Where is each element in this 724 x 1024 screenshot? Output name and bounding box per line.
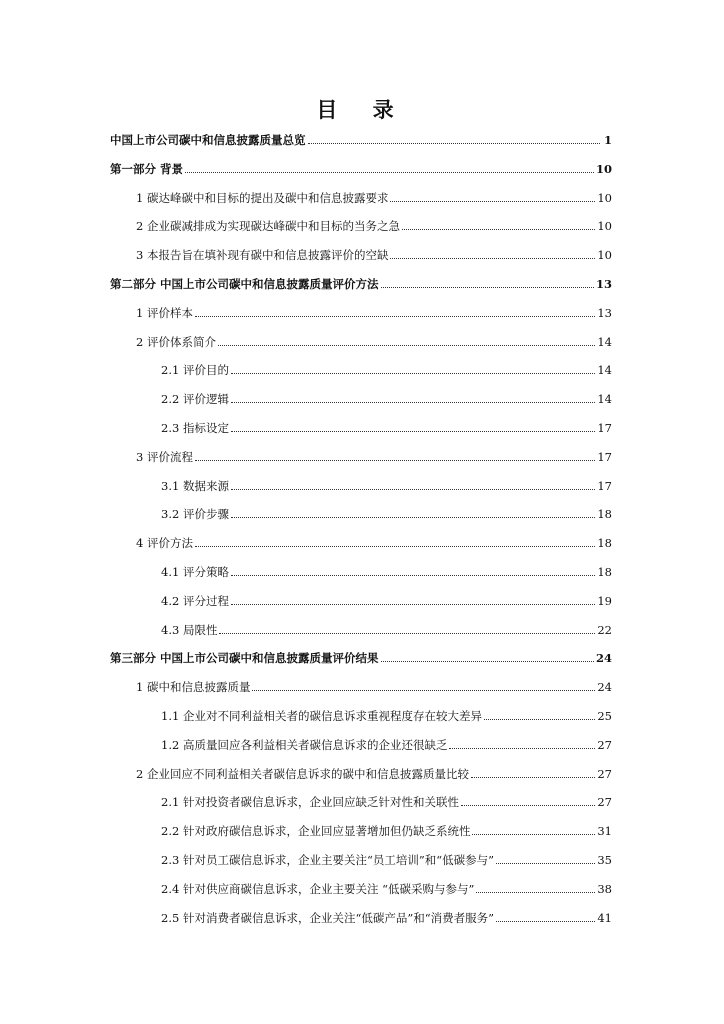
toc-entry-page-number: 24 [595, 651, 612, 666]
toc-entry[interactable] [110, 645, 612, 665]
toc-entry-page-number: 38 [597, 881, 612, 896]
toc-entry-label: 4.3 局限性 [161, 622, 218, 637]
toc-entry-label: 第一部分 背景 [110, 161, 184, 176]
dot-leader [195, 459, 595, 461]
toc-entry[interactable] [136, 530, 612, 550]
dot-leader [219, 632, 595, 634]
toc-entry[interactable] [161, 473, 612, 493]
toc-entry[interactable] [136, 242, 612, 262]
toc-entry-page-number: 22 [597, 622, 612, 637]
toc-entry-page-number: 27 [597, 795, 612, 810]
toc-entry[interactable] [161, 818, 612, 838]
toc-entry-label: 4 评价方法 [136, 536, 193, 551]
toc-entry-label: 2.1 针对投资者碳信息诉求，企业回应缺乏针对性和关联性 [161, 795, 459, 810]
toc-entry-page-number: 25 [597, 709, 612, 723]
toc-entry-page-number: 27 [597, 737, 612, 752]
toc-entry-label: 1.1 企业对不同利益相关者的碳信息诉求重视程度存在较大差异 [161, 709, 482, 723]
toc-entry-label: 2 企业回应不同利益相关者碳信息诉求的碳中和信息披露质量比较 [136, 766, 469, 781]
toc-entry[interactable] [161, 386, 612, 406]
toc-entry-label: 2.3 指标设定 [161, 421, 229, 435]
dot-leader [402, 228, 595, 230]
toc-entry-label: 2 评价体系简介 [136, 334, 216, 349]
dot-leader [381, 286, 594, 288]
toc-entry-page-number: 10 [597, 190, 612, 205]
dot-leader [449, 747, 595, 749]
toc-entry-label: 2 企业碳减排成为实现碳达峰碳中和目标的当务之急 [136, 219, 400, 234]
toc-entry[interactable] [161, 588, 612, 608]
toc-entry[interactable] [136, 329, 612, 349]
toc-entry-page-number: 17 [597, 449, 612, 464]
dot-leader [496, 920, 595, 922]
toc-entry[interactable] [161, 559, 612, 579]
dot-leader [381, 660, 594, 662]
dot-leader [195, 315, 595, 317]
toc-entry-page-number: 10 [595, 161, 612, 176]
dot-leader [231, 430, 595, 432]
toc-entry-page-number: 35 [597, 853, 612, 867]
toc-entry-page-number: 13 [597, 305, 612, 320]
toc-entry-label: 3 评价流程 [136, 449, 193, 464]
toc-entry[interactable] [161, 415, 612, 435]
dot-leader [461, 804, 595, 806]
toc-entry[interactable] [161, 876, 612, 896]
toc-entry-label: 3.2 评价步骤 [161, 507, 229, 522]
toc-entry-label: 2.2 针对政府碳信息诉求，企业回应显著增加但仍缺乏系统性 [161, 824, 471, 839]
dot-leader [308, 142, 601, 144]
toc-entry-label: 4.1 评分策略 [161, 565, 229, 579]
toc-entry[interactable] [136, 185, 612, 205]
toc-entry-page-number: 18 [597, 565, 612, 579]
toc-entry-page-number: 27 [597, 766, 612, 781]
toc-entry-page-number: 18 [597, 507, 612, 522]
toc-entry[interactable] [161, 905, 612, 925]
toc-entry-label: 1.2 高质量回应各利益相关者碳信息诉求的企业还很缺乏 [161, 737, 448, 752]
toc-entry-page-number: 10 [597, 219, 612, 234]
dot-leader [390, 257, 595, 259]
dot-leader [231, 488, 595, 490]
toc-entry-label: 第三部分 中国上市公司碳中和信息披露质量评价结果 [110, 651, 379, 666]
toc-entry-label: 第二部分 中国上市公司碳中和信息披露质量评价方法 [110, 277, 379, 291]
toc-entry-label: 2.5 针对消费者碳信息诉求，企业关注“低碳产品”和“消费者服务” [161, 910, 494, 925]
dot-leader [476, 891, 595, 893]
toc-entry-page-number: 10 [597, 248, 612, 263]
toc-entry-page-number: 13 [595, 277, 612, 291]
toc-entry-label: 1 评价样本 [136, 305, 193, 320]
dot-leader [484, 718, 595, 720]
toc-entry-page-number: 14 [597, 334, 612, 349]
dot-leader [195, 545, 595, 547]
toc-entry-label: 3.1 数据来源 [161, 478, 229, 493]
toc-entry-label: 2.1 评价目的 [161, 363, 229, 378]
toc-entry-page-number: 14 [597, 363, 612, 378]
toc-entry-page-number: 18 [597, 536, 612, 551]
toc-entry-page-number: 14 [597, 392, 612, 407]
dot-leader [231, 516, 595, 518]
toc-entry-label: 2.4 针对供应商碳信息诉求，企业主要关注 “低碳采购与参与” [161, 881, 475, 896]
toc-entry-label: 1 碳中和信息披露质量 [136, 680, 251, 695]
toc-entry-page-number: 17 [597, 421, 612, 435]
dot-leader [231, 574, 595, 576]
toc-entry[interactable] [161, 789, 612, 809]
dot-leader [231, 603, 595, 605]
dot-leader [218, 344, 595, 346]
toc-entry-label: 4.2 评分过程 [161, 593, 229, 608]
toc-entry-label: 2.3 针对员工碳信息诉求，企业主要关注“员工培训”和“低碳参与” [161, 853, 494, 867]
dot-leader [471, 776, 595, 778]
toc-entry[interactable] [136, 674, 612, 694]
dot-leader [231, 372, 595, 374]
toc-entry-page-number: 41 [597, 910, 612, 925]
toc-entry[interactable] [161, 617, 612, 637]
toc-entry[interactable] [161, 732, 612, 752]
dot-leader [231, 401, 595, 403]
toc-entry-page-number: 19 [597, 593, 612, 608]
toc-entry[interactable] [136, 300, 612, 320]
toc-entry[interactable] [136, 444, 612, 464]
page-title: 目 录 [316, 97, 408, 122]
toc-entry-page-number: 24 [597, 680, 612, 695]
toc-entry[interactable] [136, 213, 612, 233]
toc-entry[interactable] [110, 127, 612, 147]
dot-leader [390, 200, 595, 202]
toc-entry[interactable] [161, 703, 612, 723]
toc-entry-label: 3 本报告旨在填补现有碳中和信息披露评价的空缺 [136, 248, 389, 263]
toc-entry[interactable] [110, 271, 612, 291]
dot-leader [496, 862, 595, 864]
toc-entry[interactable] [161, 847, 612, 867]
toc-entry-page-number: 17 [597, 478, 612, 493]
toc-entry[interactable] [136, 761, 612, 781]
toc-entry-page-number: 1 [603, 133, 612, 147]
toc-entry[interactable] [161, 357, 612, 377]
toc-entry[interactable] [161, 501, 612, 521]
dot-leader [185, 171, 594, 173]
toc-entry-label: 2.2 评价逻辑 [161, 392, 229, 407]
toc-entry[interactable] [110, 156, 612, 176]
dot-leader [472, 833, 595, 835]
toc-entry-label: 1 碳达峰碳中和目标的提出及碳中和信息披露要求 [136, 190, 389, 205]
toc-entry-page-number: 31 [597, 824, 612, 839]
toc-entry-label: 中国上市公司碳中和信息披露质量总览 [110, 133, 306, 147]
dot-leader [252, 689, 595, 691]
